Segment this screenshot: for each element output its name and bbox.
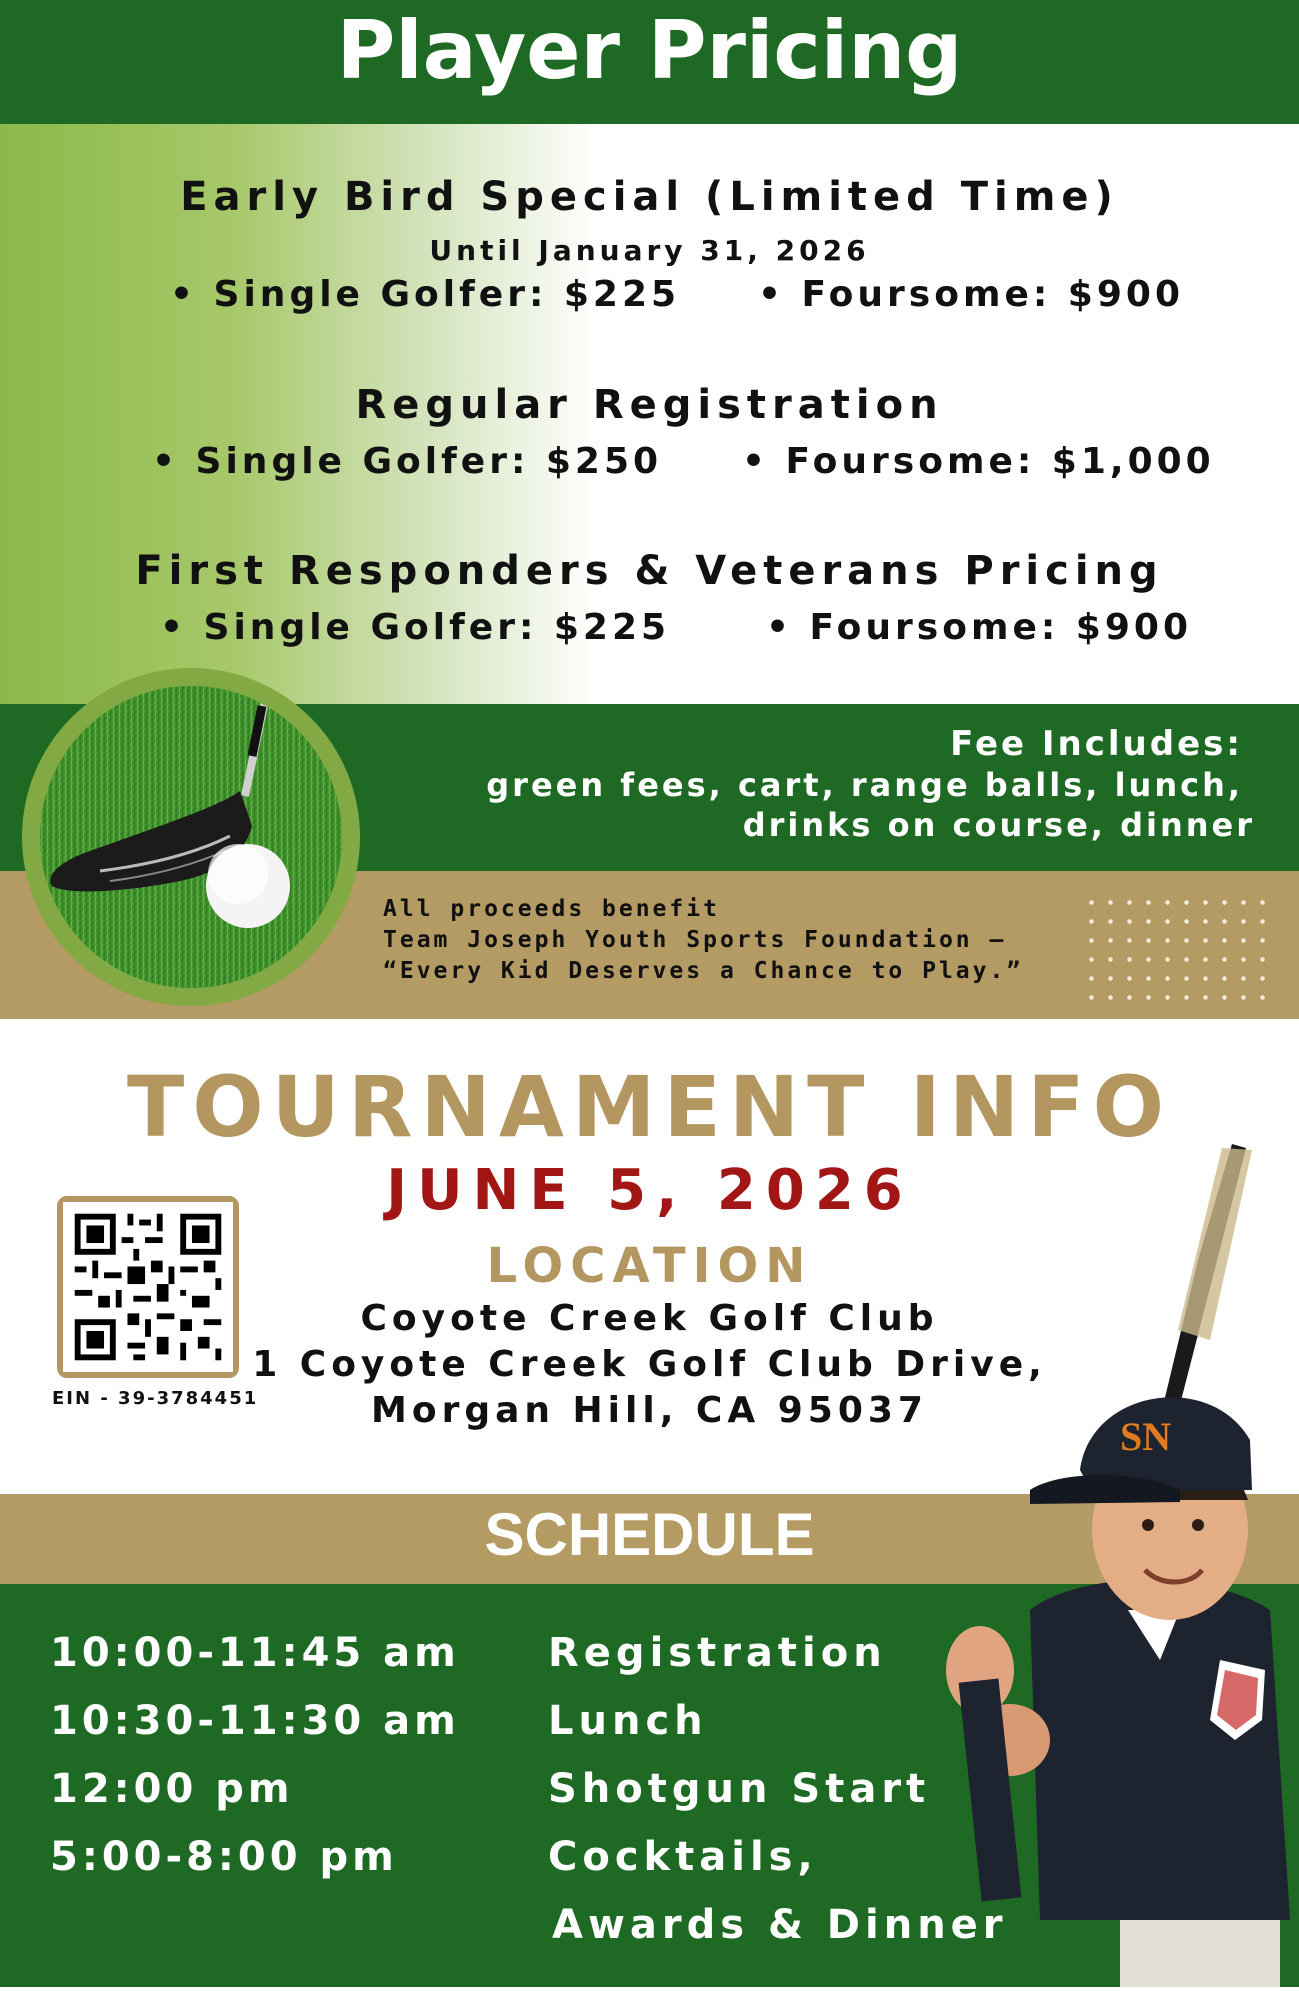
golf-club-ball-image [40, 686, 342, 988]
ein-number: EIN - 39-3784451 [52, 1388, 259, 1409]
tournament-info-title: TOURNAMENT INFO [126, 1058, 1173, 1156]
dot-pattern-decoration [1082, 893, 1272, 1005]
first-responders-title: First Responders & Veterans Pricing [135, 548, 1164, 594]
regular-title: Regular Registration [355, 382, 944, 428]
qr-code[interactable] [57, 1196, 239, 1378]
early-bird-foursome: • Foursome: $900 [758, 274, 1185, 315]
schedule-time: 12:00 pm [50, 1766, 294, 1812]
early-bird-subtitle: Until January 31, 2026 [429, 234, 870, 267]
golf-club-icon [40, 686, 342, 988]
proceeds-line-1: All proceeds benefit [383, 896, 720, 922]
fee-includes-line-2: drinks on course, dinner [742, 806, 1255, 844]
proceeds-line-3: “Every Kid Deserves a Chance to Play.” [383, 958, 1024, 984]
baseball-player-image [880, 1140, 1299, 1987]
page-title: Player Pricing [336, 4, 963, 97]
schedule-event: Shotgun Start [548, 1766, 931, 1812]
baseball-player-icon [880, 1140, 1299, 1987]
schedule-event: Awards & Dinner [552, 1902, 1008, 1948]
venue-name: Coyote Creek Golf Club [360, 1298, 939, 1339]
schedule-time: 10:00-11:45 am [50, 1630, 460, 1676]
schedule-event: Cocktails, [548, 1834, 818, 1880]
fee-includes-line-1: green fees, cart, range balls, lunch, [486, 766, 1243, 804]
first-responders-foursome: • Foursome: $900 [766, 607, 1193, 648]
fee-includes-title: Fee Includes: [950, 724, 1243, 764]
address-line-1: 1 Coyote Creek Golf Club Drive, [252, 1344, 1047, 1385]
first-responders-single: • Single Golfer: $225 [160, 607, 671, 648]
early-bird-title: Early Bird Special (Limited Time) [180, 174, 1119, 220]
address-line-2: Morgan Hill, CA 95037 [371, 1390, 928, 1431]
schedule-time: 10:30-11:30 am [50, 1698, 460, 1744]
svg-text:SN: SN [1120, 1414, 1172, 1459]
early-bird-single: • Single Golfer: $225 [170, 274, 681, 315]
tournament-date: JUNE 5, 2026 [386, 1158, 913, 1223]
regular-foursome: • Foursome: $1,000 [742, 441, 1215, 482]
location-label: LOCATION [486, 1238, 813, 1294]
proceeds-line-2: Team Joseph Youth Sports Foundation — [383, 927, 1007, 953]
regular-single: • Single Golfer: $250 [152, 441, 663, 482]
schedule-title: SCHEDULE [484, 1501, 815, 1568]
schedule-event: Registration [548, 1630, 887, 1676]
schedule-time: 5:00-8:00 pm [50, 1834, 398, 1880]
schedule-event: Lunch [548, 1698, 708, 1744]
qr-code-icon [63, 1202, 233, 1372]
